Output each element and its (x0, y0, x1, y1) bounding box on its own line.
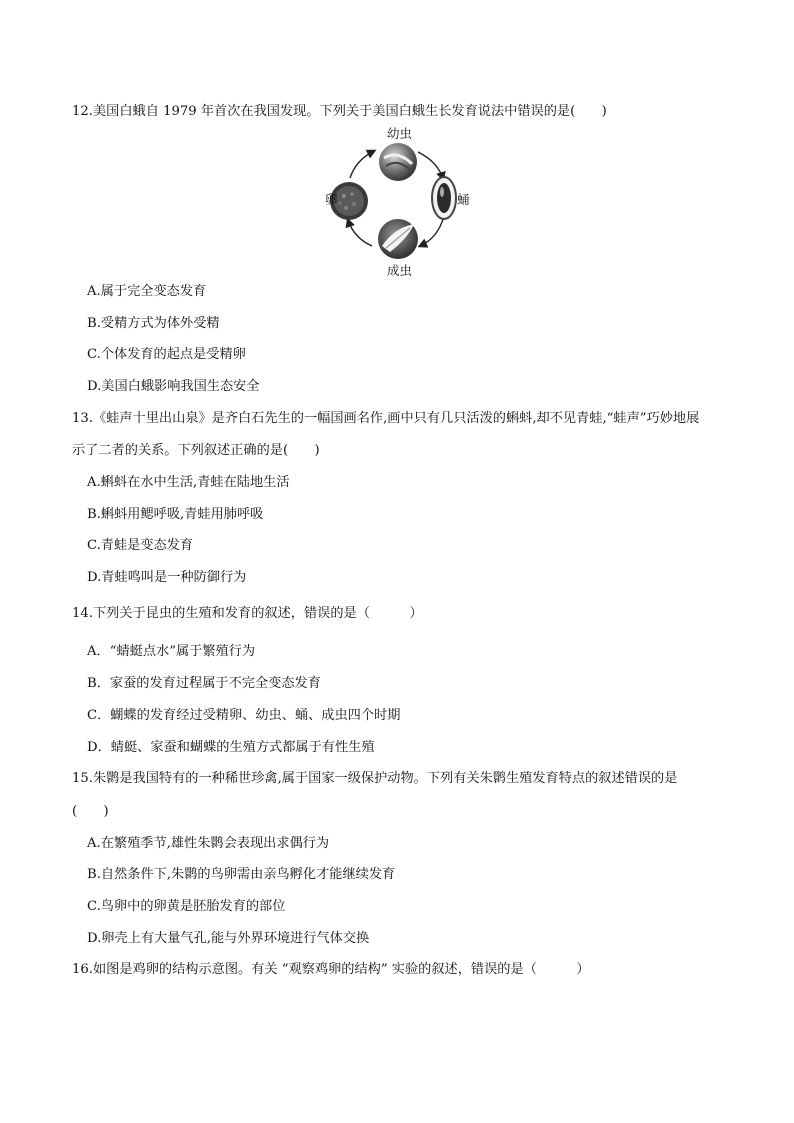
q12-option-a: A.属于完全变态发育 (87, 284, 207, 299)
q15-option-b: B.自然条件下,朱鹮的鸟卵需由亲鸟孵化才能继续发育 (87, 867, 396, 882)
q13-option-d: D.青蛙鸣叫是一种防御行为 (87, 570, 247, 585)
q12-stem: 12.美国白蛾自 1979 年首次在我国发现。下列关于美国白蛾生长发育说法中错误的是( ) (72, 104, 607, 119)
q13-stem-line1: 13.《蛙声十里出山泉》是齐白石先生的一幅国画名作,画中只有几只活泼的蝌蚪,却不见青蛙,“蛙声”巧妙地展 (72, 411, 700, 426)
q15-stem-line2: ( ) (72, 804, 109, 819)
life-cycle-figure (320, 124, 470, 279)
arrow-pupa-to-adult (420, 216, 444, 246)
q12-option-c: C.个体发育的起点是受精卵 (87, 347, 246, 362)
q15-option-a: A.在繁殖季节,雄性朱鹮会表现出求偶行为 (87, 836, 330, 851)
q14-option-a: A．“蜻蜓点水”属于繁殖行为 (87, 644, 256, 659)
life-cycle-diagram (320, 124, 470, 279)
q12-option-d: D.美国白蛾影响我国生态安全 (87, 379, 260, 394)
arrow-adult-to-egg (348, 220, 372, 246)
q13-option-c: C.青蛙是变态发育 (87, 538, 194, 553)
arrow-larva-to-pupa (418, 152, 443, 179)
q14-option-b: B．家蚕的发育过程属于不完全变态发育 (87, 676, 321, 691)
q14-option-d: D．蜻蜓、家蚕和蝴蝶的生殖方式都属于有性生殖 (87, 740, 375, 755)
q15-stem-line1: 15.朱鹮是我国特有的一种稀世珍禽,属于国家一级保护动物。下列有关朱鹮生殖发育特点的叙述错误的是 (72, 771, 678, 786)
arrow-egg-to-larva (350, 151, 374, 178)
q13-option-b: B.蝌蚪用鳃呼吸,青蛙用肺呼吸 (87, 507, 264, 522)
q15-option-c: C.鸟卵中的卵黄是胚胎发育的部位 (87, 899, 286, 914)
label-egg: 卵 (325, 192, 338, 207)
q13-option-a: A.蝌蚪在水中生活,青蛙在陆地生活 (87, 475, 290, 490)
label-pupa: 蛹 (457, 192, 470, 207)
label-larva: 幼虫 (387, 126, 413, 141)
q12-option-b: B.受精方式为体外受精 (87, 316, 220, 331)
adult-image (378, 219, 418, 259)
pupa-image (432, 177, 456, 219)
label-adult: 成虫 (387, 263, 413, 278)
q14-stem: 14.下列关于昆虫的生殖和发育的叙述，错误的是（ ） (72, 606, 423, 621)
larva-image (379, 143, 417, 181)
q16-stem: 16.如图是鸡卵的结构示意图。有关 “观察鸡卵的结构” 实验的叙述，错误的是（ ） (72, 962, 590, 977)
q15-option-d: D.卵壳上有大量气孔,能与外界环境进行气体交换 (87, 931, 370, 946)
q13-stem-line2: 示了二者的关系。下列叙述正确的是( ) (72, 443, 320, 458)
q14-option-c: C．蝴蝶的发育经过受精卵、幼虫、蛹、成虫四个时期 (87, 708, 401, 723)
